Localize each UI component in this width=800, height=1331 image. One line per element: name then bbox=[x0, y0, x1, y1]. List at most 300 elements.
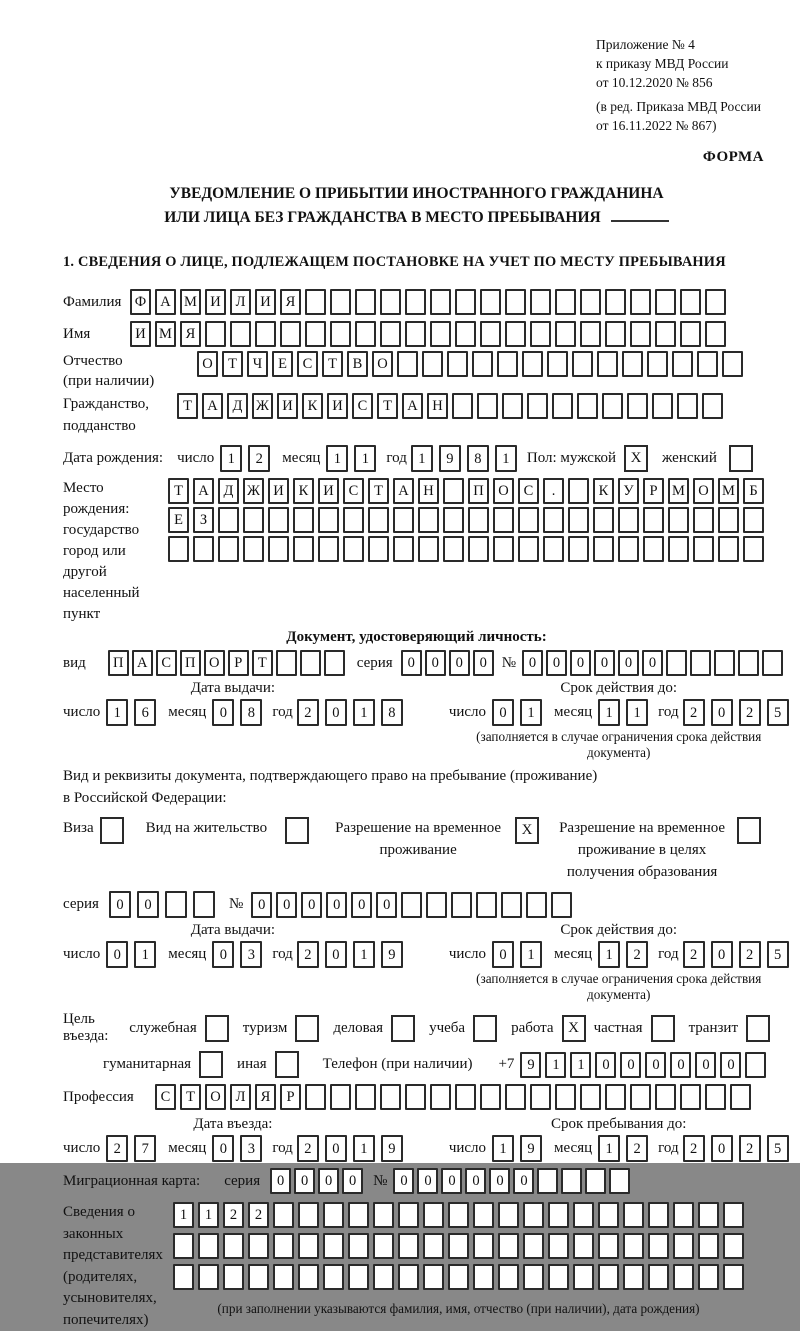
char-box[interactable] bbox=[677, 393, 698, 419]
char-box[interactable]: 8 bbox=[467, 445, 489, 472]
char-box[interactable]: 0 bbox=[393, 1168, 414, 1194]
char-box[interactable] bbox=[555, 289, 576, 315]
char-box[interactable] bbox=[648, 1264, 669, 1290]
char-box[interactable]: Т bbox=[252, 650, 273, 676]
char-box[interactable]: И bbox=[318, 478, 339, 504]
char-box[interactable] bbox=[526, 892, 547, 918]
char-box[interactable]: 0 bbox=[425, 650, 446, 676]
char-box[interactable] bbox=[666, 650, 687, 676]
char-box[interactable]: 0 bbox=[376, 892, 397, 918]
char-box[interactable] bbox=[722, 351, 743, 377]
char-box[interactable] bbox=[498, 1202, 519, 1228]
char-box[interactable] bbox=[623, 1202, 644, 1228]
char-box[interactable] bbox=[548, 1233, 569, 1259]
char-box[interactable] bbox=[318, 536, 339, 562]
char-box[interactable]: 0 bbox=[670, 1052, 691, 1078]
char-box[interactable] bbox=[477, 393, 498, 419]
char-box[interactable] bbox=[718, 507, 739, 533]
char-box[interactable] bbox=[698, 1264, 719, 1290]
char-box[interactable]: М bbox=[155, 321, 176, 347]
purpose-humanitarian-checkbox[interactable] bbox=[199, 1051, 223, 1078]
char-box[interactable]: И bbox=[277, 393, 298, 419]
char-box[interactable] bbox=[530, 321, 551, 347]
char-box[interactable]: 2 bbox=[739, 699, 761, 726]
char-box[interactable] bbox=[373, 1264, 394, 1290]
char-box[interactable]: О bbox=[204, 650, 225, 676]
char-box[interactable] bbox=[568, 478, 589, 504]
char-box[interactable] bbox=[730, 1084, 751, 1110]
char-box[interactable]: Т bbox=[368, 478, 389, 504]
char-box[interactable]: Р bbox=[280, 1084, 301, 1110]
char-box[interactable]: 1 bbox=[198, 1202, 219, 1228]
char-box[interactable]: 0 bbox=[137, 891, 159, 918]
char-box[interactable] bbox=[205, 321, 226, 347]
char-box[interactable] bbox=[223, 1264, 244, 1290]
purpose-tourism-checkbox[interactable] bbox=[295, 1015, 319, 1042]
char-box[interactable] bbox=[673, 1264, 694, 1290]
char-box[interactable] bbox=[573, 1233, 594, 1259]
char-box[interactable] bbox=[330, 321, 351, 347]
char-box[interactable] bbox=[248, 1264, 269, 1290]
char-box[interactable] bbox=[230, 321, 251, 347]
char-box[interactable]: 0 bbox=[294, 1168, 315, 1194]
char-box[interactable] bbox=[547, 351, 568, 377]
char-box[interactable] bbox=[397, 351, 418, 377]
char-box[interactable] bbox=[451, 892, 472, 918]
char-box[interactable] bbox=[652, 393, 673, 419]
char-box[interactable]: 3 bbox=[240, 941, 262, 968]
char-box[interactable] bbox=[548, 1264, 569, 1290]
char-box[interactable]: Я bbox=[180, 321, 201, 347]
purpose-private-checkbox[interactable] bbox=[651, 1015, 675, 1042]
char-box[interactable]: И bbox=[327, 393, 348, 419]
char-box[interactable]: 2 bbox=[683, 941, 705, 968]
char-box[interactable] bbox=[552, 393, 573, 419]
char-box[interactable]: 3 bbox=[240, 1135, 262, 1162]
char-box[interactable] bbox=[318, 507, 339, 533]
char-box[interactable] bbox=[447, 351, 468, 377]
option-residence-permit-checkbox[interactable] bbox=[285, 817, 309, 844]
char-box[interactable] bbox=[493, 507, 514, 533]
char-box[interactable]: С bbox=[155, 1084, 176, 1110]
char-box[interactable]: 9 bbox=[439, 445, 461, 472]
char-box[interactable]: А bbox=[393, 478, 414, 504]
char-box[interactable] bbox=[723, 1233, 744, 1259]
char-box[interactable]: 5 bbox=[767, 941, 789, 968]
char-box[interactable]: 1 bbox=[520, 941, 542, 968]
char-box[interactable]: Я bbox=[280, 289, 301, 315]
char-box[interactable] bbox=[398, 1264, 419, 1290]
char-box[interactable]: А bbox=[193, 478, 214, 504]
char-box[interactable]: О bbox=[693, 478, 714, 504]
char-box[interactable]: 2 bbox=[683, 1135, 705, 1162]
char-box[interactable]: 1 bbox=[520, 699, 542, 726]
char-box[interactable] bbox=[655, 1084, 676, 1110]
char-box[interactable] bbox=[743, 507, 764, 533]
char-box[interactable]: Л bbox=[230, 1084, 251, 1110]
char-box[interactable] bbox=[498, 1233, 519, 1259]
char-box[interactable] bbox=[580, 1084, 601, 1110]
char-box[interactable]: 0 bbox=[546, 650, 567, 676]
char-box[interactable] bbox=[593, 536, 614, 562]
char-box[interactable] bbox=[455, 321, 476, 347]
char-box[interactable]: 2 bbox=[297, 699, 319, 726]
char-box[interactable] bbox=[643, 536, 664, 562]
char-box[interactable] bbox=[472, 351, 493, 377]
char-box[interactable] bbox=[605, 289, 626, 315]
char-box[interactable]: 2 bbox=[739, 941, 761, 968]
char-box[interactable] bbox=[502, 393, 523, 419]
char-box[interactable] bbox=[323, 1233, 344, 1259]
char-box[interactable]: 0 bbox=[492, 941, 514, 968]
option-visa-checkbox[interactable] bbox=[100, 817, 124, 844]
char-box[interactable] bbox=[455, 1084, 476, 1110]
char-box[interactable] bbox=[573, 1202, 594, 1228]
sex-male-checkbox[interactable]: X bbox=[624, 445, 648, 472]
char-box[interactable]: 1 bbox=[354, 445, 376, 472]
char-box[interactable] bbox=[305, 289, 326, 315]
char-box[interactable]: 2 bbox=[248, 445, 270, 472]
char-box[interactable]: Ж bbox=[243, 478, 264, 504]
char-box[interactable] bbox=[714, 650, 735, 676]
char-box[interactable] bbox=[330, 1084, 351, 1110]
char-box[interactable] bbox=[501, 892, 522, 918]
char-box[interactable] bbox=[623, 1233, 644, 1259]
char-box[interactable] bbox=[430, 1084, 451, 1110]
purpose-other-checkbox[interactable] bbox=[275, 1051, 299, 1078]
char-box[interactable] bbox=[505, 289, 526, 315]
purpose-transit-checkbox[interactable] bbox=[746, 1015, 770, 1042]
char-box[interactable] bbox=[380, 321, 401, 347]
char-box[interactable] bbox=[165, 891, 187, 918]
char-box[interactable] bbox=[193, 536, 214, 562]
char-box[interactable] bbox=[173, 1264, 194, 1290]
char-box[interactable] bbox=[418, 507, 439, 533]
char-box[interactable] bbox=[705, 321, 726, 347]
char-box[interactable]: Р bbox=[643, 478, 664, 504]
char-box[interactable]: 0 bbox=[711, 699, 733, 726]
char-box[interactable] bbox=[393, 507, 414, 533]
char-box[interactable] bbox=[743, 536, 764, 562]
char-box[interactable] bbox=[693, 536, 714, 562]
char-box[interactable] bbox=[368, 507, 389, 533]
char-box[interactable]: Е bbox=[168, 507, 189, 533]
char-box[interactable]: Ж bbox=[252, 393, 273, 419]
char-box[interactable] bbox=[305, 321, 326, 347]
char-box[interactable]: 9 bbox=[520, 1135, 542, 1162]
char-box[interactable]: Н bbox=[418, 478, 439, 504]
char-box[interactable]: 0 bbox=[401, 650, 422, 676]
char-box[interactable] bbox=[498, 1264, 519, 1290]
char-box[interactable]: И bbox=[268, 478, 289, 504]
char-box[interactable]: 2 bbox=[106, 1135, 128, 1162]
char-box[interactable] bbox=[348, 1264, 369, 1290]
char-box[interactable]: 0 bbox=[695, 1052, 716, 1078]
char-box[interactable]: Я bbox=[255, 1084, 276, 1110]
char-box[interactable] bbox=[530, 1084, 551, 1110]
char-box[interactable] bbox=[422, 351, 443, 377]
char-box[interactable]: 0 bbox=[109, 891, 131, 918]
char-box[interactable]: Б bbox=[743, 478, 764, 504]
char-box[interactable] bbox=[426, 892, 447, 918]
char-box[interactable]: К bbox=[302, 393, 323, 419]
char-box[interactable] bbox=[673, 1202, 694, 1228]
char-box[interactable]: 0 bbox=[620, 1052, 641, 1078]
char-box[interactable] bbox=[348, 1202, 369, 1228]
char-box[interactable] bbox=[672, 351, 693, 377]
char-box[interactable]: 0 bbox=[642, 650, 663, 676]
char-box[interactable]: 0 bbox=[212, 699, 234, 726]
char-box[interactable]: 0 bbox=[351, 892, 372, 918]
char-box[interactable] bbox=[473, 1264, 494, 1290]
char-box[interactable]: 1 bbox=[220, 445, 242, 472]
char-box[interactable] bbox=[273, 1233, 294, 1259]
char-box[interactable] bbox=[523, 1233, 544, 1259]
char-box[interactable] bbox=[405, 1084, 426, 1110]
char-box[interactable] bbox=[680, 289, 701, 315]
char-box[interactable] bbox=[602, 393, 623, 419]
char-box[interactable] bbox=[718, 536, 739, 562]
char-box[interactable] bbox=[580, 289, 601, 315]
char-box[interactable] bbox=[448, 1202, 469, 1228]
char-box[interactable] bbox=[627, 393, 648, 419]
char-box[interactable]: 1 bbox=[495, 445, 517, 472]
char-box[interactable] bbox=[693, 507, 714, 533]
char-box[interactable] bbox=[448, 1264, 469, 1290]
char-box[interactable] bbox=[468, 507, 489, 533]
char-box[interactable]: А bbox=[155, 289, 176, 315]
char-box[interactable]: 0 bbox=[325, 1135, 347, 1162]
char-box[interactable] bbox=[355, 321, 376, 347]
char-box[interactable] bbox=[355, 1084, 376, 1110]
char-box[interactable] bbox=[673, 1233, 694, 1259]
char-box[interactable]: 0 bbox=[270, 1168, 291, 1194]
char-box[interactable] bbox=[480, 321, 501, 347]
char-box[interactable] bbox=[423, 1264, 444, 1290]
char-box[interactable] bbox=[298, 1264, 319, 1290]
char-box[interactable] bbox=[268, 536, 289, 562]
char-box[interactable] bbox=[598, 1233, 619, 1259]
char-box[interactable] bbox=[648, 1233, 669, 1259]
char-box[interactable] bbox=[480, 289, 501, 315]
char-box[interactable]: И bbox=[130, 321, 151, 347]
char-box[interactable] bbox=[618, 507, 639, 533]
char-box[interactable] bbox=[168, 536, 189, 562]
char-box[interactable] bbox=[430, 321, 451, 347]
char-box[interactable]: 0 bbox=[325, 699, 347, 726]
char-box[interactable]: М bbox=[718, 478, 739, 504]
char-box[interactable] bbox=[193, 891, 215, 918]
char-box[interactable] bbox=[380, 289, 401, 315]
char-box[interactable] bbox=[305, 1084, 326, 1110]
char-box[interactable] bbox=[324, 650, 345, 676]
purpose-official-checkbox[interactable] bbox=[205, 1015, 229, 1042]
char-box[interactable] bbox=[551, 892, 572, 918]
char-box[interactable]: 1 bbox=[353, 941, 375, 968]
char-box[interactable]: С bbox=[352, 393, 373, 419]
char-box[interactable]: 1 bbox=[326, 445, 348, 472]
char-box[interactable] bbox=[273, 1202, 294, 1228]
char-box[interactable]: С bbox=[297, 351, 318, 377]
char-box[interactable]: 0 bbox=[711, 941, 733, 968]
char-box[interactable] bbox=[523, 1202, 544, 1228]
char-box[interactable]: Т bbox=[377, 393, 398, 419]
char-box[interactable] bbox=[622, 351, 643, 377]
char-box[interactable] bbox=[276, 650, 297, 676]
char-box[interactable] bbox=[697, 351, 718, 377]
char-box[interactable] bbox=[738, 650, 759, 676]
char-box[interactable] bbox=[293, 507, 314, 533]
char-box[interactable] bbox=[473, 1233, 494, 1259]
char-box[interactable]: 0 bbox=[212, 1135, 234, 1162]
char-box[interactable] bbox=[173, 1233, 194, 1259]
char-box[interactable] bbox=[648, 1202, 669, 1228]
char-box[interactable]: С bbox=[518, 478, 539, 504]
char-box[interactable] bbox=[452, 393, 473, 419]
char-box[interactable] bbox=[680, 1084, 701, 1110]
char-box[interactable] bbox=[655, 321, 676, 347]
char-box[interactable] bbox=[380, 1084, 401, 1110]
char-box[interactable]: 1 bbox=[626, 699, 648, 726]
char-box[interactable] bbox=[705, 289, 726, 315]
char-box[interactable] bbox=[543, 536, 564, 562]
char-box[interactable]: О bbox=[197, 351, 218, 377]
char-box[interactable]: 0 bbox=[570, 650, 591, 676]
char-box[interactable] bbox=[443, 507, 464, 533]
char-box[interactable] bbox=[443, 478, 464, 504]
char-box[interactable]: 2 bbox=[739, 1135, 761, 1162]
char-box[interactable] bbox=[223, 1233, 244, 1259]
char-box[interactable]: 1 bbox=[545, 1052, 566, 1078]
char-box[interactable] bbox=[401, 892, 422, 918]
char-box[interactable]: 1 bbox=[353, 1135, 375, 1162]
char-box[interactable]: М bbox=[180, 289, 201, 315]
char-box[interactable] bbox=[605, 321, 626, 347]
char-box[interactable]: 1 bbox=[492, 1135, 514, 1162]
char-box[interactable]: О bbox=[493, 478, 514, 504]
char-box[interactable] bbox=[609, 1168, 630, 1194]
char-box[interactable] bbox=[543, 507, 564, 533]
char-box[interactable] bbox=[243, 507, 264, 533]
char-box[interactable]: 0 bbox=[645, 1052, 666, 1078]
char-box[interactable]: И bbox=[205, 289, 226, 315]
char-box[interactable] bbox=[493, 536, 514, 562]
char-box[interactable] bbox=[680, 321, 701, 347]
sex-female-checkbox[interactable] bbox=[729, 445, 753, 472]
char-box[interactable]: 0 bbox=[449, 650, 470, 676]
char-box[interactable]: П bbox=[108, 650, 129, 676]
char-box[interactable]: А bbox=[202, 393, 223, 419]
char-box[interactable] bbox=[505, 1084, 526, 1110]
char-box[interactable]: Р bbox=[228, 650, 249, 676]
char-box[interactable]: 0 bbox=[473, 650, 494, 676]
char-box[interactable]: И bbox=[255, 289, 276, 315]
char-box[interactable]: Т bbox=[180, 1084, 201, 1110]
char-box[interactable] bbox=[430, 289, 451, 315]
char-box[interactable] bbox=[218, 507, 239, 533]
char-box[interactable] bbox=[198, 1233, 219, 1259]
char-box[interactable]: 5 bbox=[767, 699, 789, 726]
char-box[interactable]: Т bbox=[322, 351, 343, 377]
char-box[interactable]: 5 bbox=[767, 1135, 789, 1162]
char-box[interactable] bbox=[690, 650, 711, 676]
char-box[interactable] bbox=[572, 351, 593, 377]
char-box[interactable] bbox=[698, 1202, 719, 1228]
char-box[interactable]: 0 bbox=[318, 1168, 339, 1194]
char-box[interactable]: П bbox=[468, 478, 489, 504]
char-box[interactable]: Л bbox=[230, 289, 251, 315]
char-box[interactable] bbox=[647, 351, 668, 377]
char-box[interactable] bbox=[443, 536, 464, 562]
char-box[interactable]: Д bbox=[218, 478, 239, 504]
char-box[interactable]: 9 bbox=[381, 941, 403, 968]
char-box[interactable]: 0 bbox=[251, 892, 272, 918]
char-box[interactable] bbox=[298, 1202, 319, 1228]
char-box[interactable]: К bbox=[593, 478, 614, 504]
char-box[interactable] bbox=[468, 536, 489, 562]
char-box[interactable]: А bbox=[132, 650, 153, 676]
char-box[interactable] bbox=[323, 1202, 344, 1228]
char-box[interactable] bbox=[762, 650, 783, 676]
char-box[interactable]: 0 bbox=[326, 892, 347, 918]
char-box[interactable]: 0 bbox=[489, 1168, 510, 1194]
char-box[interactable]: Ф bbox=[130, 289, 151, 315]
char-box[interactable] bbox=[523, 1264, 544, 1290]
char-box[interactable]: 2 bbox=[248, 1202, 269, 1228]
char-box[interactable] bbox=[527, 393, 548, 419]
char-box[interactable]: 0 bbox=[417, 1168, 438, 1194]
char-box[interactable]: У bbox=[618, 478, 639, 504]
char-box[interactable] bbox=[273, 1264, 294, 1290]
char-box[interactable] bbox=[330, 289, 351, 315]
char-box[interactable]: 1 bbox=[598, 941, 620, 968]
char-box[interactable]: 2 bbox=[626, 941, 648, 968]
char-box[interactable]: 1 bbox=[598, 699, 620, 726]
char-box[interactable] bbox=[298, 1233, 319, 1259]
char-box[interactable] bbox=[723, 1202, 744, 1228]
char-box[interactable]: 1 bbox=[570, 1052, 591, 1078]
char-box[interactable]: С bbox=[156, 650, 177, 676]
char-box[interactable]: 1 bbox=[353, 699, 375, 726]
char-box[interactable]: Е bbox=[272, 351, 293, 377]
char-box[interactable]: 0 bbox=[522, 650, 543, 676]
char-box[interactable] bbox=[505, 321, 526, 347]
char-box[interactable] bbox=[568, 536, 589, 562]
char-box[interactable] bbox=[198, 1264, 219, 1290]
char-box[interactable] bbox=[522, 351, 543, 377]
char-box[interactable] bbox=[555, 321, 576, 347]
char-box[interactable] bbox=[593, 507, 614, 533]
char-box[interactable]: 2 bbox=[297, 1135, 319, 1162]
char-box[interactable]: Т bbox=[168, 478, 189, 504]
char-box[interactable] bbox=[568, 507, 589, 533]
char-box[interactable] bbox=[702, 393, 723, 419]
char-box[interactable] bbox=[745, 1052, 766, 1078]
char-box[interactable]: К bbox=[293, 478, 314, 504]
char-box[interactable] bbox=[630, 1084, 651, 1110]
char-box[interactable] bbox=[548, 1202, 569, 1228]
char-box[interactable] bbox=[280, 321, 301, 347]
char-box[interactable] bbox=[476, 892, 497, 918]
char-box[interactable] bbox=[618, 536, 639, 562]
char-box[interactable] bbox=[423, 1233, 444, 1259]
char-box[interactable] bbox=[630, 289, 651, 315]
char-box[interactable] bbox=[293, 536, 314, 562]
char-box[interactable] bbox=[537, 1168, 558, 1194]
char-box[interactable] bbox=[255, 321, 276, 347]
char-box[interactable] bbox=[393, 536, 414, 562]
char-box[interactable]: 2 bbox=[626, 1135, 648, 1162]
